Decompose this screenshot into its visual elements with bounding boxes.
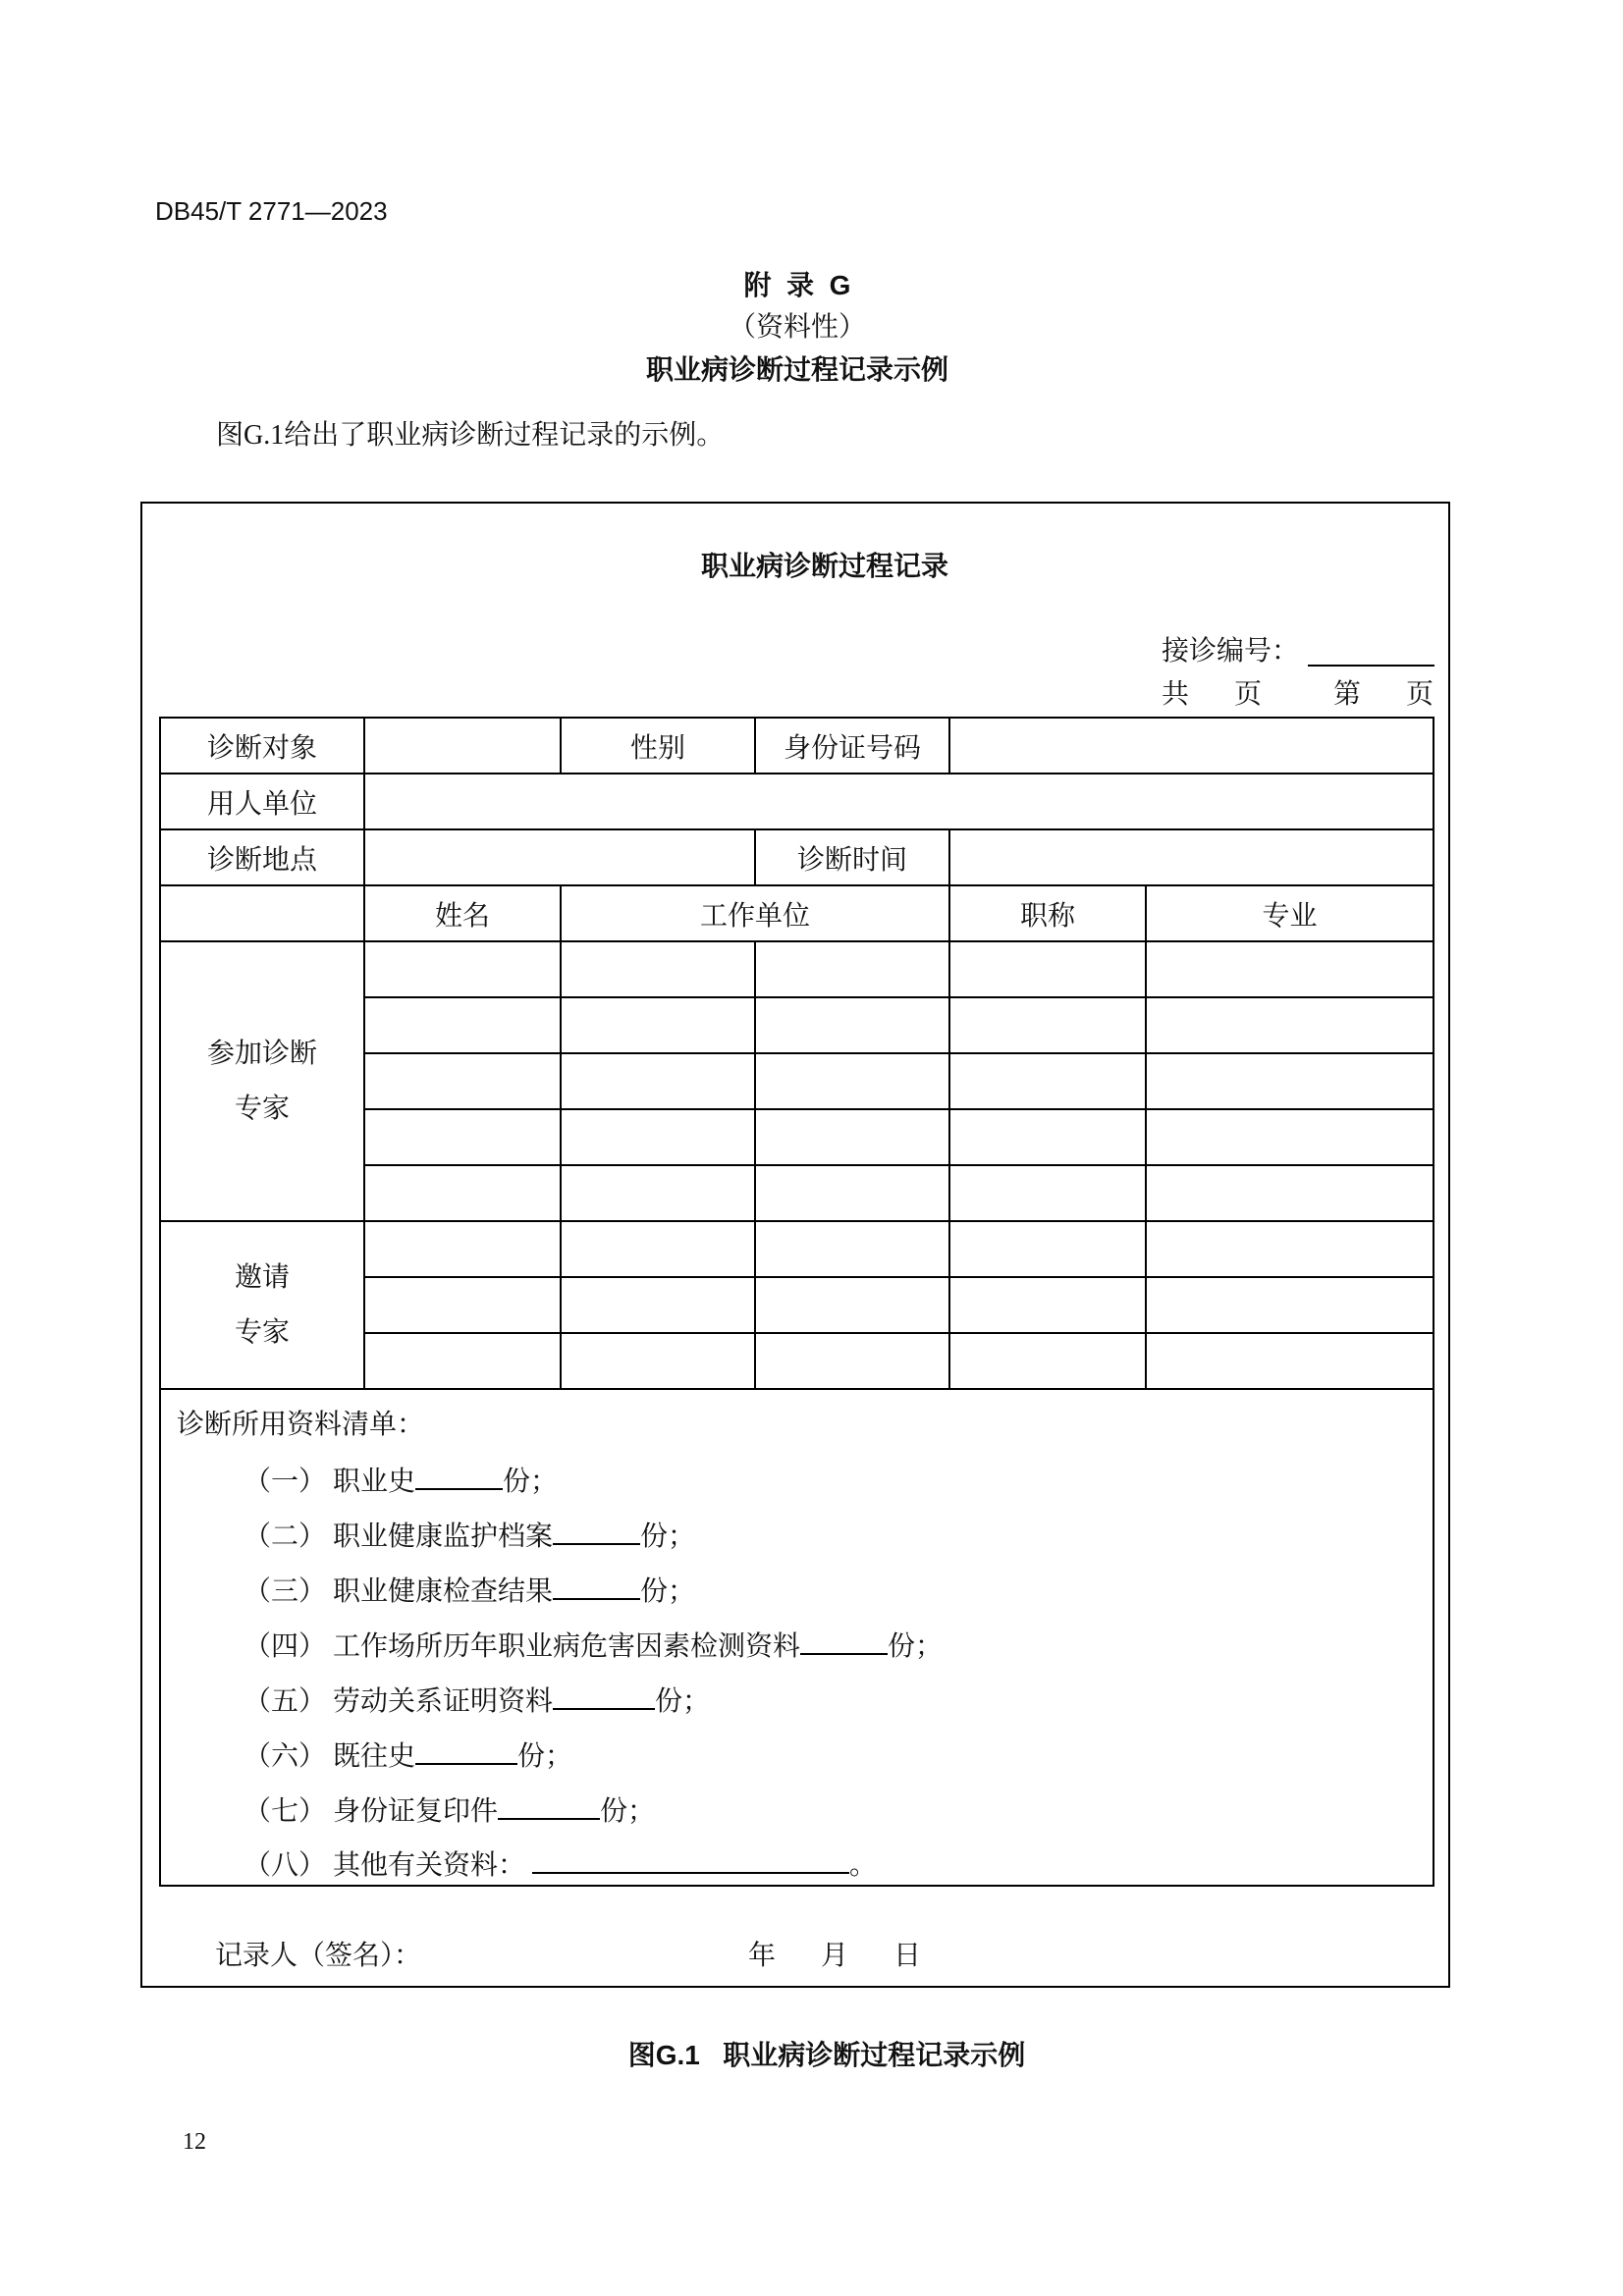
caption-title: 职业病诊断过程记录示例: [723, 2040, 1026, 2070]
item-number: （三）: [243, 1576, 327, 1607]
time-label: 诊断时间: [755, 829, 949, 885]
count-field[interactable]: [553, 1518, 640, 1545]
material-item-3: [243, 1573, 695, 1610]
item-text: 职业健康检查结果: [333, 1576, 554, 1607]
invited-label-line1: 邀请: [234, 1261, 290, 1293]
item-unit: 份；: [517, 1741, 573, 1772]
materials-list: [160, 1389, 1434, 1886]
material-item-5: [243, 1682, 710, 1720]
materials-heading: 诊断所用资料清单：: [177, 1410, 425, 1440]
count-field[interactable]: [415, 1737, 517, 1765]
expert-cell[interactable]: [1146, 1053, 1434, 1109]
expert-cell[interactable]: [1146, 1165, 1434, 1221]
material-item-2: [243, 1518, 695, 1555]
count-field[interactable]: [800, 1628, 888, 1655]
expert-cell[interactable]: [755, 1165, 949, 1221]
col-major-header: 专业: [1146, 885, 1434, 941]
col-unit-header: 工作单位: [561, 885, 949, 941]
diagnosis-record-table: [159, 717, 1434, 1887]
reception-number-label: 接诊编号：: [1162, 636, 1300, 667]
expert-cell[interactable]: [364, 1109, 561, 1165]
item-text: 职业健康监护档案: [333, 1522, 554, 1552]
expert-cell[interactable]: [561, 997, 755, 1053]
expert-cell[interactable]: [949, 1165, 1146, 1221]
form-title: 职业病诊断过程记录: [700, 551, 949, 581]
item-number: （六）: [243, 1741, 327, 1772]
count-field[interactable]: [553, 1682, 655, 1710]
invited-cell[interactable]: [949, 1333, 1146, 1389]
empty-header-cell: [160, 885, 364, 941]
item-number: （二）: [243, 1522, 327, 1552]
invited-cell[interactable]: [755, 1277, 949, 1333]
employer-label: 用人单位: [160, 774, 364, 829]
expert-cell[interactable]: [949, 941, 1146, 997]
item-text: 职业史: [333, 1467, 416, 1497]
caption-number: 图G.1: [627, 2040, 700, 2070]
item-unit: 份；: [640, 1522, 696, 1552]
item-text: 身份证复印件: [333, 1796, 499, 1827]
material-item-7: [243, 1792, 655, 1830]
month-label: 月: [821, 1941, 849, 1971]
item-text: 劳动关系证明资料: [333, 1686, 554, 1717]
page-label: 页: [1234, 679, 1263, 710]
expert-cell[interactable]: [755, 1053, 949, 1109]
invited-cell[interactable]: [364, 1277, 561, 1333]
expert-cell[interactable]: [949, 997, 1146, 1053]
expert-cell[interactable]: [755, 997, 949, 1053]
count-field[interactable]: [415, 1463, 503, 1490]
place-label: 诊断地点: [160, 829, 364, 885]
figure-caption: [628, 2038, 1026, 2073]
item-number: （七）: [243, 1796, 327, 1827]
subject-field[interactable]: [364, 718, 561, 774]
item-number: （八）: [243, 1850, 327, 1881]
day-label: 日: [893, 1941, 922, 1971]
expert-cell[interactable]: [561, 1053, 755, 1109]
employer-field[interactable]: [364, 774, 1434, 829]
item-text: 其他有关资料：: [333, 1850, 526, 1881]
nth-label: 第: [1333, 679, 1362, 710]
expert-cell[interactable]: [561, 1109, 755, 1165]
appendix-title: 职业病诊断过程记录示例: [645, 354, 949, 385]
item-unit: 份；: [503, 1467, 559, 1497]
intro-paragraph: 图G.1给出了职业病诊断过程记录的示例。: [216, 420, 725, 451]
invited-cell[interactable]: [364, 1221, 561, 1277]
material-item-8: [243, 1846, 877, 1884]
experts-label: [160, 941, 364, 1221]
subject-label: 诊断对象: [160, 718, 364, 774]
invited-cell[interactable]: [755, 1333, 949, 1389]
total-label: 共: [1162, 679, 1190, 710]
item-unit: 份；: [600, 1796, 656, 1827]
expert-cell[interactable]: [1146, 941, 1434, 997]
invited-label-line2: 专家: [234, 1316, 290, 1348]
expert-cell[interactable]: [364, 1165, 561, 1221]
expert-cell[interactable]: [364, 997, 561, 1053]
material-item-1: [243, 1463, 558, 1500]
expert-cell[interactable]: [561, 1165, 755, 1221]
expert-cell[interactable]: [755, 1109, 949, 1165]
material-item-6: [243, 1737, 572, 1775]
invited-cell[interactable]: [949, 1277, 1146, 1333]
item-number: （五）: [243, 1686, 327, 1717]
expert-cell[interactable]: [364, 941, 561, 997]
document-code: DB45/T 2771—2023: [155, 196, 388, 226]
other-materials-field[interactable]: [532, 1846, 849, 1874]
year-label: 年: [748, 1941, 777, 1971]
invited-cell[interactable]: [364, 1333, 561, 1389]
invited-cell[interactable]: [755, 1221, 949, 1277]
material-item-4: [243, 1628, 943, 1665]
count-field[interactable]: [498, 1792, 600, 1820]
col-name-header: 姓名: [364, 885, 561, 941]
gender-label: 性别: [561, 718, 755, 774]
invited-cell[interactable]: [949, 1221, 1146, 1277]
item-unit: 份；: [640, 1576, 696, 1607]
expert-cell[interactable]: [755, 941, 949, 997]
id-number-label: 身份证号码: [755, 718, 949, 774]
item-number: （四）: [243, 1631, 327, 1662]
col-title-header: 职称: [949, 885, 1146, 941]
experts-label-line1: 参加诊断: [206, 1038, 317, 1069]
invited-cell[interactable]: [561, 1277, 755, 1333]
invited-cell[interactable]: [561, 1333, 755, 1389]
expert-cell[interactable]: [949, 1109, 1146, 1165]
invited-cell[interactable]: [1146, 1221, 1434, 1277]
item-unit: 份；: [888, 1631, 944, 1662]
page-label-2: 页: [1406, 679, 1434, 710]
expert-cell[interactable]: [561, 941, 755, 997]
reception-number-field[interactable]: [1308, 665, 1434, 667]
appendix-label: 附 录 G: [743, 270, 851, 300]
page-number: 12: [183, 2129, 206, 2155]
time-field[interactable]: [949, 829, 1434, 885]
expert-cell[interactable]: [1146, 997, 1434, 1053]
invited-cell[interactable]: [1146, 1333, 1434, 1389]
appendix-nature: （资料性）: [728, 311, 867, 342]
item-number: （一）: [243, 1467, 327, 1497]
expert-cell[interactable]: [364, 1053, 561, 1109]
place-field[interactable]: [364, 829, 755, 885]
expert-cell[interactable]: [949, 1053, 1146, 1109]
count-field[interactable]: [553, 1573, 640, 1600]
id-number-field[interactable]: [949, 718, 1434, 774]
item-text: 工作场所历年职业病危害因素检测资料: [333, 1631, 801, 1662]
item-unit: 。: [849, 1850, 878, 1881]
experts-label-line2: 专家: [234, 1093, 290, 1124]
expert-cell[interactable]: [1146, 1109, 1434, 1165]
invited-cell[interactable]: [561, 1221, 755, 1277]
invited-cell[interactable]: [1146, 1277, 1434, 1333]
item-text: 既往史: [333, 1741, 416, 1772]
item-unit: 份；: [655, 1686, 711, 1717]
invited-experts-label: [160, 1221, 364, 1389]
recorder-signature-label: 记录人（签名）：: [215, 1941, 422, 1971]
